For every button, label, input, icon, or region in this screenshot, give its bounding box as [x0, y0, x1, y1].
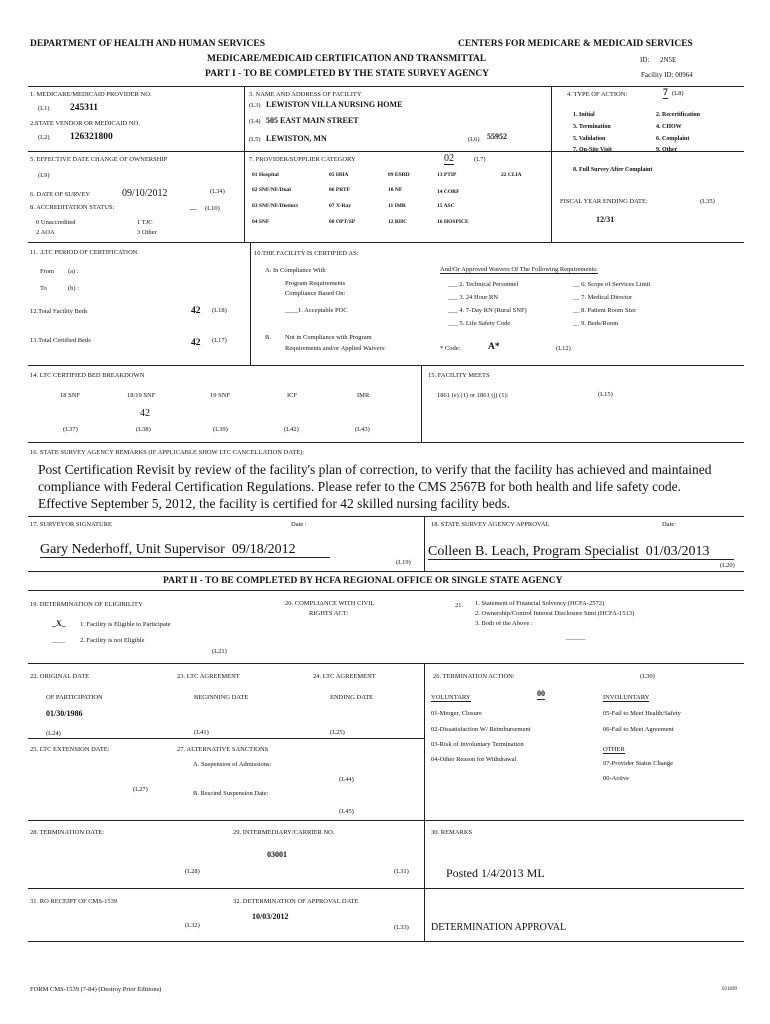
in-compliance: A. In Compliance With: [265, 267, 326, 274]
bed-code: (L42): [284, 426, 299, 433]
surveyor-date-label: Date :: [291, 521, 307, 528]
rule: [28, 365, 744, 366]
category-item: 02 SNF/NF/Dual: [252, 187, 291, 193]
to-label: To: [40, 285, 47, 292]
ltc-begin-sub: BEGINNING DATE: [194, 694, 249, 701]
not-eligible-opt: 2. Facility is not Eligible: [80, 637, 145, 644]
facility-street: 505 EAST MAIN STREET: [266, 116, 359, 125]
surveyor-label: 17. SURVEYOR SIGNATURE: [30, 521, 112, 528]
termination-value: 00: [537, 689, 545, 698]
id-label: ID:: [640, 56, 650, 64]
involuntary-label: INVOLUNTARY: [603, 694, 650, 701]
facility-name-label: 3. NAME AND ADDRESS OF FACILITY: [249, 91, 362, 98]
s21-num: 21.: [455, 602, 464, 609]
eligibility-label: 19. DETERMINATION OF ELIGIBILITY: [30, 601, 143, 608]
category-item: 14 CORF: [437, 189, 460, 195]
other-item: 07-Provider Status Change: [603, 760, 674, 767]
l2-code: (L2): [38, 134, 50, 141]
bed-col: ICF: [287, 392, 298, 399]
original-date-value: 01/30/1986: [46, 709, 83, 718]
waiver-item: __ 7. Medical Director: [573, 294, 633, 301]
l21-code: (L21): [212, 648, 227, 655]
l33-code: (L33): [394, 924, 409, 931]
waivers-title: And/Or Approved Waivers Of The Following Requirements:: [440, 266, 598, 273]
certified-beds-label: 13.Total Certified Beds: [30, 337, 91, 344]
vendor-no-value: 126321800: [70, 132, 113, 142]
carrier-value: 03001: [267, 850, 287, 859]
rule: [551, 86, 552, 242]
from-a: (a) :: [68, 268, 79, 275]
acceptable-poc: ____1. Acceptable POC: [285, 307, 348, 314]
termination-date-label: 28. TERMINATION DATE:: [30, 829, 105, 836]
termination-action-label: 26. TERMINATION ACTION:: [433, 673, 515, 680]
total-beds-value: 42: [191, 306, 201, 316]
cms-title: CENTERS FOR MEDICARE & MEDICAID SERVICES: [458, 39, 693, 49]
id-value: 2N5E: [660, 56, 677, 64]
l17-code: (L17): [212, 337, 227, 344]
approval-signature: [428, 544, 734, 560]
vol-item: 02-Dissatisfaction W/ Reimbursement: [431, 726, 531, 733]
category-item: 22 CLIA: [501, 172, 522, 178]
certified-beds-value: 42: [191, 338, 201, 348]
s21-item: 1. Statement of Financial Solvency (HCFA-2572): [475, 600, 605, 607]
remarks-line: Effective September 5, 2012, the facility is certified for 42 skilled nursing facility beds.: [38, 496, 511, 511]
rule: [28, 590, 744, 591]
ltc-extension-label: 25. LTC EXTENSION DATE:: [30, 746, 110, 753]
l32-code: (L32): [185, 922, 200, 929]
eligible-opt: 1. Facility is Eligible to Participate: [80, 621, 171, 628]
rule: [28, 442, 744, 443]
s21-item: 3. Both of the Above :: [475, 620, 533, 627]
other-label: OTHER: [603, 746, 625, 753]
category-item: 16 HOSPICE: [437, 219, 469, 225]
fiscal-year-value: 12/31: [596, 215, 615, 224]
ltc-begin-label: 23. LTC AGREEMENT: [177, 673, 240, 680]
bed-code: (L38): [136, 426, 151, 433]
civil-rights-label: 20. COMPLIANCE WITH CIVIL: [285, 600, 375, 607]
ltc-end-label: 24. LTC AGREEMENT: [313, 673, 376, 680]
survey-date-label: 6. DATE OF SURVEY: [30, 191, 91, 198]
l44-code: (L44): [339, 776, 354, 783]
rule: [250, 242, 251, 365]
l30-code: (L30): [640, 673, 655, 680]
category-item: 04 SNF: [252, 219, 270, 225]
from-label: From: [40, 268, 55, 275]
form-title: MEDICARE/MEDICAID CERTIFICATION AND TRANSMITTAL: [207, 54, 487, 64]
original-date-sub: OF PARTICIPATION: [46, 694, 103, 701]
category-item: 12 RHC: [388, 219, 408, 225]
vol-item: 03-Risk of Involuntary Termination: [431, 741, 524, 748]
surveyor-signature: [40, 542, 330, 558]
bed-col: 18/19 SNF: [127, 392, 156, 399]
l12-code: (L12): [556, 345, 571, 352]
l18-code: (L18): [212, 307, 227, 314]
other-item: 00-Active: [603, 775, 629, 782]
l35-code: (L35): [700, 198, 715, 205]
category-item: 09 ESRD: [388, 172, 410, 178]
action-opt: 1. Initial: [573, 112, 595, 118]
waiver-item: __ 6. Scope of Services Limit: [573, 281, 651, 288]
rule: [28, 151, 744, 152]
action-opt: 3. Termination: [573, 124, 611, 130]
remarks-line: Post Certification Revisit by review of the facility's plan of correction, to verify that the facility has achieved and maintained: [38, 462, 712, 477]
rule: [28, 516, 744, 517]
l8-code: (L8): [672, 90, 684, 97]
rule: [28, 86, 744, 87]
l15-code: (L15): [598, 391, 613, 398]
total-beds-label: 12.Total Facility Beds: [30, 308, 88, 315]
facility-id: Facility ID: 00964: [641, 71, 693, 79]
ltc-end-sub: ENDING DATE: [330, 694, 374, 701]
rule: [28, 242, 744, 243]
waiver-item: ___ 5. Life Safety Code: [448, 320, 511, 327]
posted-remarks: Posted 1/4/2013 ML: [446, 866, 545, 880]
code-label: * Code:: [440, 345, 461, 352]
l9-code: (L9): [38, 172, 50, 179]
invol-item: 05-Fail to Meet Health/Safety: [603, 710, 681, 717]
not-compliance: Not in Compliance with Program: [285, 334, 372, 341]
l34-code: (L34): [210, 188, 225, 195]
surveyor-date: 09/18/2012: [231, 542, 296, 557]
l3-code: (L3): [249, 102, 261, 109]
facility-meets-label: 15. FACILITY MEETS: [428, 372, 490, 379]
rule: [28, 941, 744, 942]
category-item: 10 NF: [388, 187, 403, 193]
category-item: 13 PTIP: [437, 172, 457, 178]
waiver-item: ___ 4. 7-Day RN (Rural SNF): [448, 307, 527, 314]
s21-item: 2. Ownership/Control Interest Disclosure Stmt (HCFA-1513): [475, 610, 635, 617]
l24-code: (L24): [46, 730, 61, 737]
l27-code: (L27): [133, 786, 148, 793]
provider-no-label: 1. MEDICARE/MEDICAID PROVIDER NO.: [30, 91, 152, 98]
waiver-item: __ 9. Beds/Room: [573, 320, 619, 327]
footer-code: 021699: [722, 987, 737, 992]
code-value: A*: [488, 342, 500, 352]
rule: [424, 663, 425, 941]
bed-code: (L39): [213, 426, 228, 433]
category-item: 08 OPT/SP: [329, 219, 356, 225]
l6-code: (L6): [468, 136, 480, 143]
action-opt: 6. Complaint: [656, 136, 690, 142]
accreditation-label: 8. ACCREDITATION STATUS:: [30, 204, 115, 211]
l20-code: (L20): [720, 562, 735, 569]
rule: [28, 738, 424, 739]
category-item: 15 ASC: [437, 203, 455, 209]
category-value: 02: [444, 153, 454, 164]
facility-meets-text: 1861 (e) (1) or 1861 (j) (1):: [437, 392, 509, 399]
l28-code: (L28): [185, 868, 200, 875]
l7-code: (L7): [474, 156, 486, 163]
form-footer: FORM CMS-1539 (7-84) (Destroy Prior Editions): [30, 986, 162, 993]
remarks-30-label: 30. REMARKS: [431, 829, 473, 836]
rescind-label: B. Rescind Suspension Date:: [193, 790, 269, 797]
category-item: 05 HHA: [329, 172, 349, 178]
rule: [28, 663, 744, 664]
provider-no-value: 245311: [70, 103, 98, 113]
waiver-item: ___ 3. 24 Hour RN: [448, 294, 499, 301]
waiver-item: __ 8. Patient Room Size: [573, 307, 637, 314]
l19-code: (L19): [396, 559, 411, 566]
vol-item: 04-Other Reason for Withdrawal: [431, 756, 517, 763]
approval-label: 18. STATE SURVEY AGENCY APPROVAL: [431, 521, 550, 528]
ownership-label: 5. EFFECTIVE DATE CHANGE OF OWNERSHIP: [30, 156, 168, 163]
action-opt: 4. CHOW: [656, 124, 682, 130]
sanctions-label: 27. ALTERNATIVE SANCTIONS: [177, 746, 269, 753]
category-item: 01 Hospital: [252, 172, 279, 178]
bed-col: 18 SNF: [60, 392, 81, 399]
bed-col: IMR: [357, 392, 370, 399]
accred-opt: 1 TJC: [137, 219, 153, 226]
waiver-item: ___ 2. Technical Personnel: [448, 281, 519, 288]
bed-breakdown-label: 14. LTC CERTIFIED BED BREAKDOWN: [30, 372, 145, 379]
category-item: 03 SNF/NF/Distinct: [252, 203, 298, 209]
l25-code: (L25): [330, 729, 345, 736]
type-action-label: 4. TYPE OF ACTION:: [567, 91, 628, 98]
approval-date-label: Date:: [662, 521, 677, 528]
determination-approval: DETERMINATION APPROVAL: [431, 922, 567, 933]
compliance-based: Compliance Based On:: [285, 290, 346, 297]
facility-zip: 55952: [487, 132, 507, 141]
survey-date-value: 09/10/2012: [122, 188, 168, 199]
snf-beds-value: 42: [140, 408, 150, 419]
l4-code: (L4): [249, 118, 261, 125]
facility-city: LEWISTON, MN: [266, 134, 327, 143]
rule: [28, 571, 744, 572]
applied-waivers: Requirements and/or Applied Waivers:: [285, 345, 386, 352]
not-eligible-mark: ____: [52, 637, 65, 644]
action-opt: 7. On-Site Visit: [573, 147, 612, 153]
bed-code: (L43): [355, 426, 370, 433]
ro-receipt-label: 31. RO RECEIPT OF CMS-1539: [30, 898, 118, 905]
action-opt: 2. Recertification: [656, 112, 700, 118]
l41-code: (L41): [194, 729, 209, 736]
type-action-value: 7: [663, 88, 668, 98]
facility-name: LEWISTON VILLA NURSING HOME: [266, 100, 403, 109]
category-item: 11 IMR: [388, 203, 406, 209]
carrier-label: 29. INTERMEDIARY/CARRIER NO.: [233, 829, 335, 836]
rule: [28, 820, 744, 821]
invol-item: 06-Fail to Meet Agreement: [603, 726, 674, 733]
vendor-no-label: 2.STATE VENDOR OR MEDICAID NO.: [30, 120, 140, 127]
part1-title: PART I - TO BE COMPLETED BY THE STATE SURVEY AGENCY: [205, 69, 490, 79]
rule: [244, 86, 245, 242]
accred-opt: 0 Unaccredited: [36, 219, 76, 226]
original-date-label: 22. ORIGINAL DATE: [30, 673, 90, 680]
l45-code: (L45): [339, 808, 354, 815]
category-item: 07 X-Ray: [329, 203, 352, 209]
certified-as-label: 10.THE FACILITY IS CERTIFIED AS:: [254, 250, 359, 257]
voluntary-label: VOLUNTARY: [431, 694, 471, 701]
ltc-period-label: 11. .LTC PERIOD OF CERTIFICATION: [30, 249, 138, 256]
approver-name: Colleen B. Leach, Program Specialist: [428, 544, 639, 559]
remarks-line: compliance with Federal Certification Regulations. Please refer to the CMS 2567B for both health and life safety code.: [38, 479, 681, 494]
accred-opt: 2 AOA: [36, 229, 55, 236]
suspension-label: A. Suspension of Admissions:: [193, 761, 272, 768]
to-b: (b) :: [68, 285, 80, 292]
action-opt: 9. Other: [656, 147, 678, 153]
bed-code: (L37): [63, 426, 78, 433]
rule: [28, 888, 744, 889]
approval-date: 01/03/2013: [645, 544, 710, 559]
bed-col: 19 SNF: [210, 392, 231, 399]
s21-blank: ______: [566, 634, 586, 641]
remarks-label: 16. STATE SURVEY AGENCY REMARKS (IF APPLICABLE SHOW LTC CANCELLATION DATE):: [30, 449, 305, 456]
l31-code: (L31): [394, 868, 409, 875]
l5-code: (L5): [249, 136, 261, 143]
rule: [424, 516, 425, 571]
rule: [421, 365, 422, 442]
l1-code: (L1): [38, 105, 50, 112]
category-item: 06 PRTF: [329, 187, 351, 193]
action-opt: 8. Full Survey After Complaint: [573, 167, 653, 173]
not-compliance-b: B.: [265, 334, 271, 341]
action-opt: 5. Validation: [573, 136, 606, 142]
dept-title: DEPARTMENT OF HEALTH AND HUMAN SERVICES: [30, 39, 266, 49]
approval-date-32-value: 10/03/2012: [252, 912, 289, 921]
eligible-mark: _X_: [52, 619, 66, 628]
part2-title: PART II - TO BE COMPLETED BY HCFA REGIONAL OFFICE OR SINGLE STATE AGENCY: [163, 576, 563, 586]
accreditation-value: __: [190, 204, 197, 211]
category-label: 7. PROVIDER/SUPPLIER CATEGORY: [249, 156, 356, 163]
accred-opt: 3 Other: [137, 229, 157, 236]
l10-code: (L10): [205, 205, 220, 212]
civil-rights-label2: RIGHTS ACT:: [309, 610, 349, 617]
surveyor-name: Gary Nederhoff, Unit Supervisor: [40, 542, 225, 557]
program-req: Program Requirements: [285, 280, 346, 287]
fiscal-year-label: FISCAL YEAR ENDING DATE:: [560, 198, 648, 205]
vol-item: 01-Merger, Closure: [431, 710, 482, 717]
approval-date-32-label: 32. DETERMINATION OF APPROVAL DATE: [233, 898, 359, 905]
